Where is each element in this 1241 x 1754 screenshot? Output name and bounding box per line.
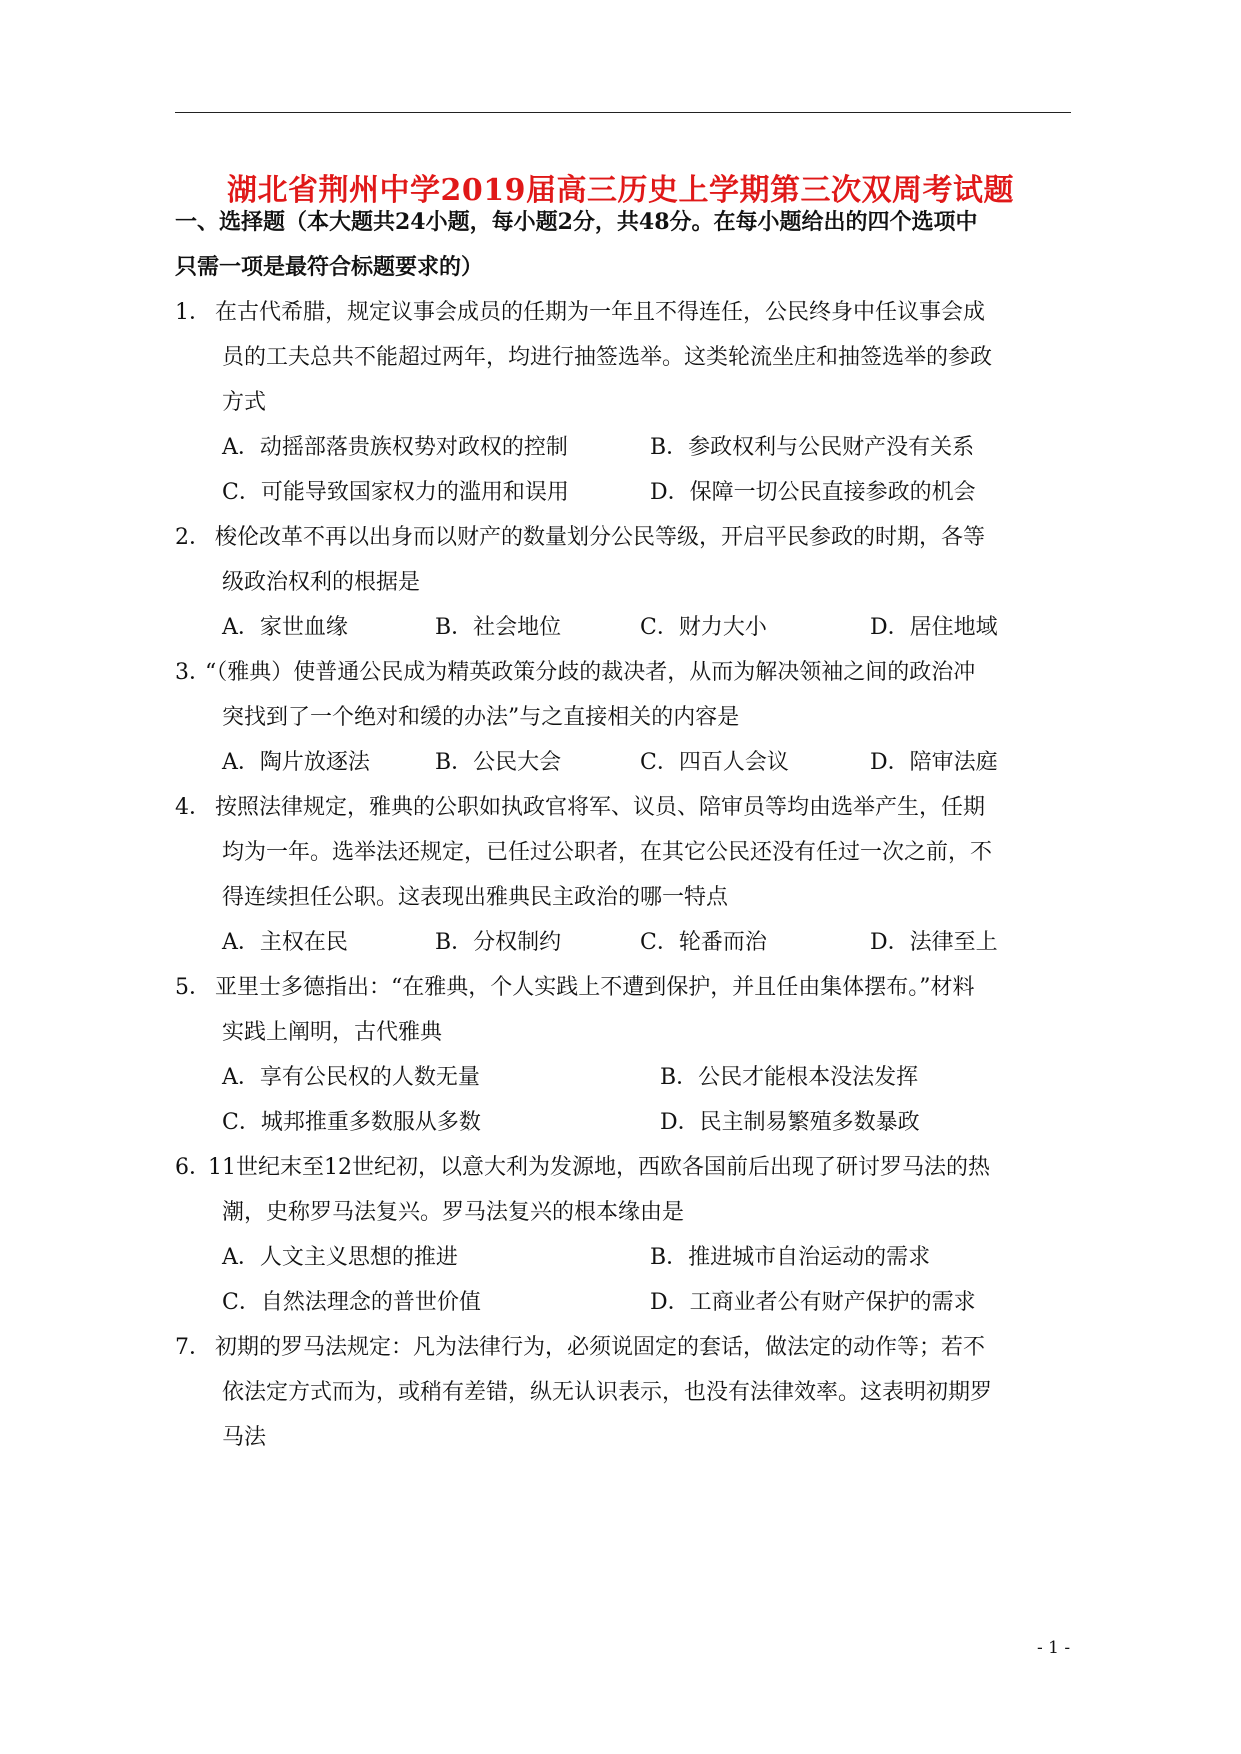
page-title: 湖北省荆州中学2019届高三历史上学期第三次双周考试题 xyxy=(227,173,1014,208)
option-b: B．参政权利与公民财产没有关系 xyxy=(650,435,975,460)
question-text: 方式 xyxy=(222,390,267,415)
question-text: 依法定方式而为，或稍有差错，纵无认识表示，也没有法律效率。这表明初期罗 xyxy=(222,1380,993,1405)
question-text: 在古代希腊，规定议事会成员的任期为一年且不得连任，公民终身中任议事会成 xyxy=(215,300,986,325)
option-a: A．动摇部落贵族权势对政权的控制 xyxy=(222,435,568,460)
option-c: C．轮番而治 xyxy=(640,930,767,955)
question-text: 突找到了一个绝对和缓的办法”与之直接相关的内容是 xyxy=(222,705,740,730)
option-a: A．主权在民 xyxy=(222,930,348,955)
option-b: B．推进城市自治运动的需求 xyxy=(650,1245,931,1270)
question-text: 实践上阐明，古代雅典 xyxy=(222,1020,443,1045)
header-rule xyxy=(175,112,1071,113)
option-a: A．陶片放逐法 xyxy=(222,750,370,775)
option-b: B．公民才能根本没法发挥 xyxy=(660,1065,919,1090)
question-number: 3． xyxy=(175,660,211,685)
option-a: A．享有公民权的人数无量 xyxy=(222,1065,480,1090)
question-text: 员的工夫总共不能超过两年，均进行抽签选举。这类轮流坐庄和抽签选举的参政 xyxy=(222,345,993,370)
option-a: A．家世血缘 xyxy=(222,615,348,640)
question-text: 按照法律规定，雅典的公职如执政官将军、议员、陪审员等均由选举产生，任期 xyxy=(215,795,986,820)
page-number: - 1 - xyxy=(1037,1638,1071,1658)
question-text: 初期的罗马法规定：凡为法律行为，必须说固定的套话，做法定的动作等；若不 xyxy=(215,1335,986,1360)
option-d: D．法律至上 xyxy=(870,930,998,955)
question-number: 7． xyxy=(175,1335,211,1360)
question-number: 2． xyxy=(175,525,211,550)
question-text: 马法 xyxy=(222,1425,267,1450)
option-c: C．财力大小 xyxy=(640,615,767,640)
option-c: C．四百人会议 xyxy=(640,750,789,775)
option-a: A．人文主义思想的推进 xyxy=(222,1245,458,1270)
question-text: 级政治权利的根据是 xyxy=(222,570,421,595)
option-b: B．分权制约 xyxy=(435,930,562,955)
option-d: D．保障一切公民直接参政的机会 xyxy=(650,480,976,505)
question-number: 4． xyxy=(175,795,211,820)
option-c: C．城邦推重多数服从多数 xyxy=(222,1110,481,1135)
option-b: B．社会地位 xyxy=(435,615,562,640)
question-number: 5． xyxy=(175,975,211,1000)
question-number: 1． xyxy=(175,300,211,325)
question-text: 潮，史称罗马法复兴。罗马法复兴的根本缘由是 xyxy=(222,1200,685,1225)
option-c: C．可能导致国家权力的滥用和误用 xyxy=(222,480,569,505)
question-text: “（雅典）使普通公民成为精英政策分歧的裁决者，从而为解决领袖之间的政治冲 xyxy=(205,660,976,685)
option-b: B．公民大会 xyxy=(435,750,562,775)
question-text: 亚里士多德指出：“在雅典，个人实践上不遭到保护，并且任由集体摆布。”材料 xyxy=(215,975,975,1000)
option-d: D．工商业者公有财产保护的需求 xyxy=(650,1290,976,1315)
section-heading-line-2: 只需一项是最符合标题要求的） xyxy=(175,254,484,280)
option-d: D．民主制易繁殖多数暴政 xyxy=(660,1110,920,1135)
option-d: D．居住地域 xyxy=(870,615,998,640)
section-heading-line-1: 一、选择题（本大题共24小题，每小题2分，共48分。在每小题给出的四个选项中 xyxy=(175,209,978,235)
question-number: 6． xyxy=(175,1155,211,1180)
option-d: D．陪审法庭 xyxy=(870,750,998,775)
question-text: 得连续担任公职。这表现出雅典民主政治的哪一特点 xyxy=(222,885,729,910)
question-text: 11世纪末至12世纪初，以意大利为发源地，西欧各国前后出现了研讨罗马法的热 xyxy=(208,1155,990,1180)
question-text: 梭伦改革不再以出身而以财产的数量划分公民等级，开启平民参政的时期，各等 xyxy=(215,525,986,550)
option-c: C．自然法理念的普世价值 xyxy=(222,1290,481,1315)
question-text: 均为一年。选举法还规定，已任过公职者，在其它公民还没有任过一次之前，不 xyxy=(222,840,993,865)
